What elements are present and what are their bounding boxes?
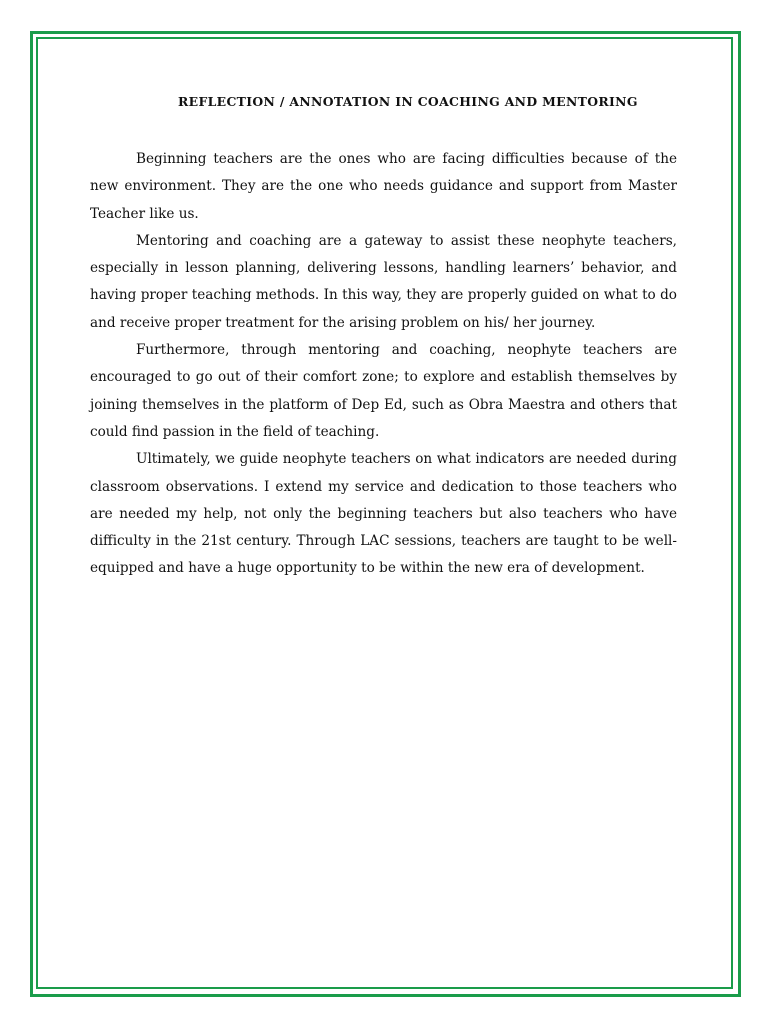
document-body <box>90 146 677 583</box>
paragraph-4: Ultimately, we guide neophyte teachers on what indicators are needed during classroom observations. I extend my service and dedication to those teachers who are needed my help, not only the beginning teachers but also teachers who have difficulty in the 21st century. Through LAC sessions, teachers are taught to be well-equipped and have a huge opportunity to be within the new era of development. <box>90 451 677 577</box>
paragraph-3: Furthermore, through mentoring and coaching, neophyte teachers are encouraged to go out of their comfort zone; to explore and establish themselves by joining themselves in the platform of Dep Ed, such as Obra Maestra and others that could find passion in the field of teaching. <box>90 342 677 440</box>
document-title: REFLECTION / ANNOTATION IN COACHING AND MENTORING <box>178 94 638 109</box>
document-content <box>90 92 677 583</box>
paragraph-1: Beginning teachers are the ones who are facing difficulties because of the new environment. They are the one who needs guidance and support from Master Teacher like us. <box>90 151 677 222</box>
paragraph-2: Mentoring and coaching are a gateway to assist these neophyte teachers, especially in lesson planning, delivering lessons, handling learners’ behavior, and having proper teaching methods. In this way, they are properly guided on what to do and receive proper treatment for the arising problem on his/ her journey. <box>90 232 677 331</box>
